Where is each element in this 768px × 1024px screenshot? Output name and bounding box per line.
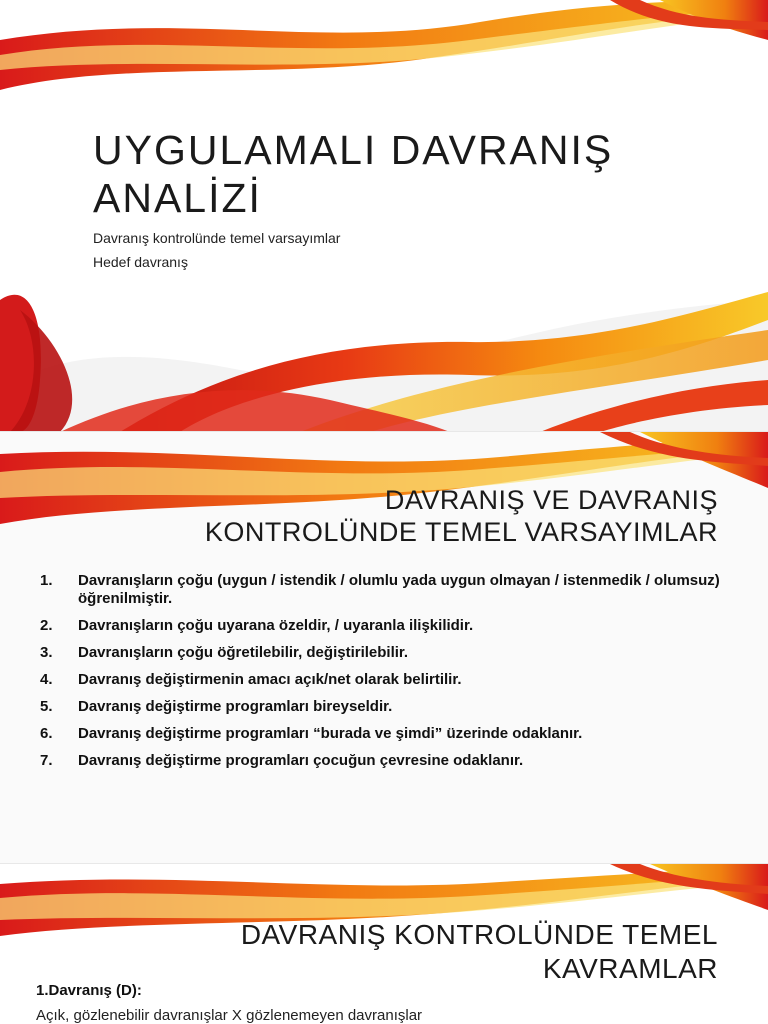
list-item-number: 2.: [40, 617, 53, 634]
subtitle-2: Hedef davranış: [93, 254, 188, 270]
list-item-text: Davranış değiştirme programları çocuğun çevresine odaklanır.: [78, 752, 524, 769]
section-title: [118, 484, 718, 548]
subtitle-1: Davranış kontrolünde temel varsayımlar: [93, 230, 341, 246]
list-item: [40, 725, 730, 743]
assumption-list: [40, 572, 730, 779]
title-line-1: UYGULAMALI DAVRANIŞ: [93, 127, 614, 173]
list-item-number: 1.: [40, 572, 53, 589]
title-line-2: ANALİZİ: [93, 175, 262, 221]
concept-text: Açık, gözlenebilir davranışlar X gözlenemeyen davranışlar: [36, 1007, 423, 1024]
list-item-text: Davranış değiştirme programları “burada ve şimdi” üzerinde odaklanır.: [78, 725, 583, 742]
list-item-text: Davranış değiştirme programları bireyseldir.: [78, 698, 393, 715]
title-line-2: KONTROLÜNDE TEMEL VARSAYIMLAR: [204, 517, 718, 547]
title-line-1: DAVRANIŞ VE DAVRANIŞ: [384, 485, 718, 515]
list-item: [40, 671, 730, 689]
list-item-number: 3.: [40, 644, 53, 661]
list-item-number: 5.: [40, 698, 53, 715]
list-item: [40, 698, 730, 716]
list-item-number: 7.: [40, 752, 53, 769]
list-item-number: 4.: [40, 671, 53, 688]
list-item-text: Davranışların çoğu (uygun / istendik / olumlu yada uygun olmayan / istenmedik / olumsuz) öğrenilmiştir.: [78, 572, 720, 607]
slide-assumptions: [0, 432, 768, 864]
title-line-2: KAVRAMLAR: [542, 953, 718, 984]
title-line-1: DAVRANIŞ KONTROLÜNDE TEMEL: [240, 919, 718, 950]
slide-title: [0, 0, 768, 432]
list-item: [40, 644, 730, 662]
list-item: [40, 752, 730, 770]
concept-heading: 1.Davranış (D):: [36, 982, 142, 999]
top-wave-decoration: [0, 0, 768, 100]
list-item: [40, 572, 730, 608]
bottom-wave-decoration: [0, 280, 768, 432]
list-item-text: Davranışların çoğu öğretilebilir, değiştirilebilir.: [78, 644, 409, 661]
slide-concepts: [0, 864, 768, 1024]
list-item-text: Davranış değiştirmenin amacı açık/net olarak belirtilir.: [78, 671, 462, 688]
list-item-number: 6.: [40, 725, 53, 742]
list-item-text: Davranışların çoğu uyarana özeldir, / uyaranla ilişkilidir.: [78, 617, 474, 634]
page-title: [93, 126, 733, 222]
section-title: [118, 918, 718, 986]
list-item: [40, 617, 730, 635]
